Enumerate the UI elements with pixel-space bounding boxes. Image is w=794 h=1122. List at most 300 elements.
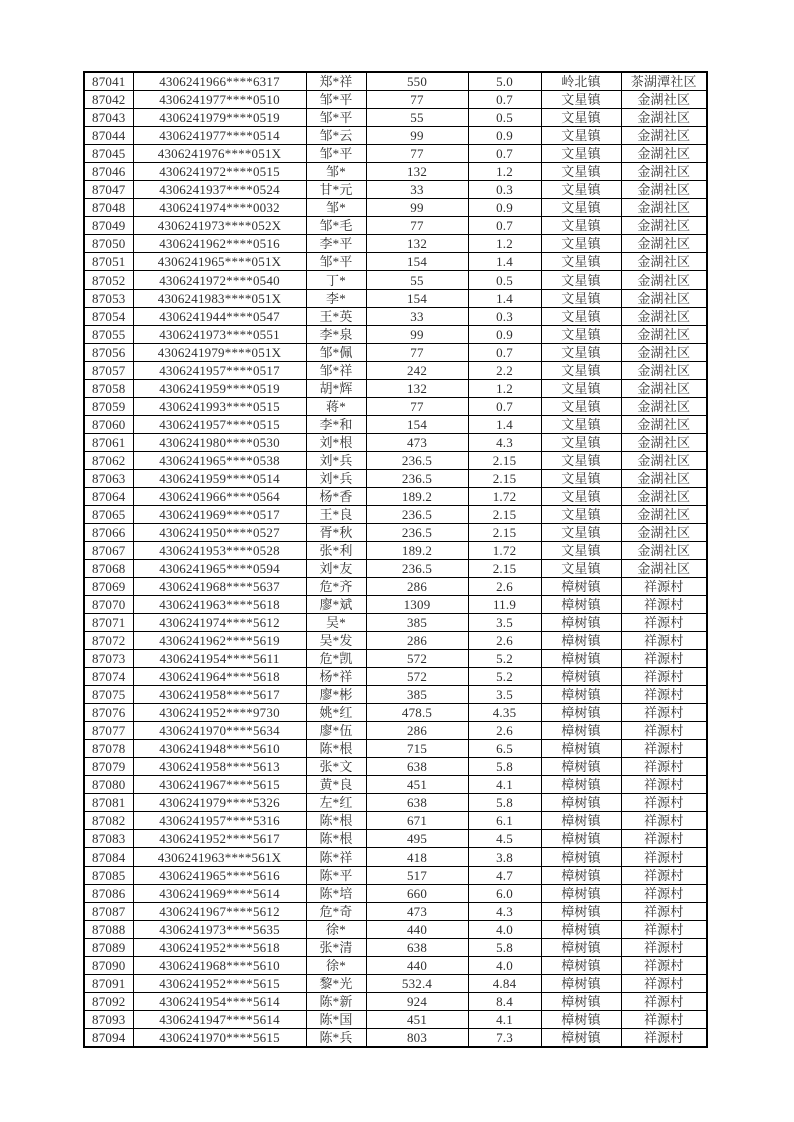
cell-masked-id-number: 4306241969****0517 — [133, 505, 306, 523]
cell-masked-name: 左*红 — [306, 794, 366, 812]
cell-area: 1.2 — [468, 235, 541, 253]
cell-masked-name: 陈*兵 — [306, 1028, 366, 1047]
cell-amount: 478.5 — [366, 704, 468, 722]
cell-village: 金湖社区 — [621, 127, 707, 145]
cell-amount: 385 — [366, 614, 468, 632]
table-row — [84, 668, 707, 686]
cell-village: 金湖社区 — [621, 487, 707, 505]
cell-town: 文星镇 — [541, 523, 621, 541]
cell-amount: 33 — [366, 307, 468, 325]
table-row — [84, 830, 707, 848]
cell-masked-id-number: 4306241970****5615 — [133, 1028, 306, 1047]
cell-area: 1.72 — [468, 487, 541, 505]
cell-masked-id-number: 4306241952****5617 — [133, 830, 306, 848]
cell-town: 樟树镇 — [541, 776, 621, 794]
table-row — [84, 199, 707, 217]
cell-village: 祥源村 — [621, 884, 707, 902]
cell-amount: 286 — [366, 722, 468, 740]
table-row — [84, 217, 707, 235]
cell-area: 0.3 — [468, 307, 541, 325]
table-row — [84, 794, 707, 812]
cell-masked-name: 邹*平 — [306, 145, 366, 163]
cell-serial-number: 87060 — [84, 415, 133, 433]
cell-masked-name: 廖*斌 — [306, 596, 366, 614]
cell-town: 文星镇 — [541, 505, 621, 523]
table-row — [84, 235, 707, 253]
table-row — [84, 145, 707, 163]
cell-serial-number: 87076 — [84, 704, 133, 722]
cell-masked-name: 刘*友 — [306, 559, 366, 577]
cell-amount: 99 — [366, 325, 468, 343]
cell-masked-name: 刘*根 — [306, 433, 366, 451]
cell-village: 金湖社区 — [621, 343, 707, 361]
cell-masked-id-number: 4306241958****5617 — [133, 686, 306, 704]
cell-serial-number: 87062 — [84, 451, 133, 469]
cell-village: 金湖社区 — [621, 451, 707, 469]
cell-town: 樟树镇 — [541, 596, 621, 614]
cell-town: 文星镇 — [541, 253, 621, 271]
cell-masked-name: 邹* — [306, 199, 366, 217]
cell-village: 祥源村 — [621, 1028, 707, 1047]
cell-town: 樟树镇 — [541, 1010, 621, 1028]
cell-amount: 286 — [366, 632, 468, 650]
cell-masked-name: 甘*元 — [306, 181, 366, 199]
cell-masked-id-number: 4306241969****5614 — [133, 884, 306, 902]
cell-serial-number: 87045 — [84, 145, 133, 163]
cell-town: 樟树镇 — [541, 614, 621, 632]
cell-masked-id-number: 4306241970****5634 — [133, 722, 306, 740]
cell-village: 金湖社区 — [621, 91, 707, 109]
cell-masked-id-number: 4306241957****0515 — [133, 415, 306, 433]
cell-masked-id-number: 4306241952****5615 — [133, 974, 306, 992]
cell-town: 文星镇 — [541, 487, 621, 505]
cell-serial-number: 87070 — [84, 596, 133, 614]
cell-village: 祥源村 — [621, 668, 707, 686]
cell-masked-id-number: 4306241972****0515 — [133, 163, 306, 181]
cell-serial-number: 87061 — [84, 433, 133, 451]
table-row — [84, 307, 707, 325]
cell-amount: 550 — [366, 72, 468, 91]
cell-town: 樟树镇 — [541, 956, 621, 974]
cell-masked-id-number: 4306241974****5612 — [133, 614, 306, 632]
table-row — [84, 523, 707, 541]
cell-area: 0.7 — [468, 397, 541, 415]
cell-masked-id-number: 4306241993****0515 — [133, 397, 306, 415]
table-row — [84, 740, 707, 758]
cell-area: 0.7 — [468, 91, 541, 109]
cell-masked-name: 黎*光 — [306, 974, 366, 992]
cell-village: 祥源村 — [621, 722, 707, 740]
cell-village: 金湖社区 — [621, 397, 707, 415]
cell-masked-name: 杨*祥 — [306, 668, 366, 686]
cell-serial-number: 87068 — [84, 559, 133, 577]
cell-masked-id-number: 4306241954****5614 — [133, 992, 306, 1010]
cell-serial-number: 87093 — [84, 1010, 133, 1028]
cell-village: 祥源村 — [621, 776, 707, 794]
cell-serial-number: 87042 — [84, 91, 133, 109]
cell-amount: 99 — [366, 199, 468, 217]
cell-masked-name: 杨*香 — [306, 487, 366, 505]
cell-masked-id-number: 4306241977****0510 — [133, 91, 306, 109]
table-row — [84, 343, 707, 361]
cell-town: 樟树镇 — [541, 686, 621, 704]
cell-serial-number: 87083 — [84, 830, 133, 848]
cell-serial-number: 87052 — [84, 271, 133, 289]
cell-village: 祥源村 — [621, 992, 707, 1010]
cell-masked-id-number: 4306241937****0524 — [133, 181, 306, 199]
cell-serial-number: 87055 — [84, 325, 133, 343]
cell-village: 金湖社区 — [621, 523, 707, 541]
cell-area: 2.15 — [468, 523, 541, 541]
cell-amount: 385 — [366, 686, 468, 704]
table-row — [84, 1010, 707, 1028]
cell-amount: 236.5 — [366, 523, 468, 541]
cell-town: 文星镇 — [541, 541, 621, 559]
cell-amount: 671 — [366, 812, 468, 830]
cell-masked-name: 陈*根 — [306, 812, 366, 830]
cell-masked-name: 张*清 — [306, 938, 366, 956]
cell-area: 3.5 — [468, 614, 541, 632]
cell-village: 祥源村 — [621, 650, 707, 668]
cell-town: 文星镇 — [541, 217, 621, 235]
cell-masked-name: 邹*云 — [306, 127, 366, 145]
cell-village: 金湖社区 — [621, 415, 707, 433]
cell-masked-name: 廖*伍 — [306, 722, 366, 740]
cell-town: 文星镇 — [541, 289, 621, 307]
cell-masked-name: 李*泉 — [306, 325, 366, 343]
cell-serial-number: 87067 — [84, 541, 133, 559]
cell-area: 2.6 — [468, 578, 541, 596]
cell-amount: 77 — [366, 343, 468, 361]
table-row — [84, 253, 707, 271]
cell-town: 樟树镇 — [541, 794, 621, 812]
cell-amount: 55 — [366, 109, 468, 127]
cell-area: 0.3 — [468, 181, 541, 199]
cell-village: 祥源村 — [621, 812, 707, 830]
cell-masked-id-number: 4306241964****5618 — [133, 668, 306, 686]
cell-serial-number: 87043 — [84, 109, 133, 127]
cell-serial-number: 87086 — [84, 884, 133, 902]
cell-serial-number: 87050 — [84, 235, 133, 253]
cell-amount: 495 — [366, 830, 468, 848]
table-row — [84, 379, 707, 397]
cell-area: 4.35 — [468, 704, 541, 722]
cell-amount: 638 — [366, 794, 468, 812]
cell-masked-name: 姚*红 — [306, 704, 366, 722]
cell-masked-id-number: 4306241974****0032 — [133, 199, 306, 217]
cell-masked-id-number: 4306241948****5610 — [133, 740, 306, 758]
cell-serial-number: 87058 — [84, 379, 133, 397]
cell-amount: 572 — [366, 668, 468, 686]
cell-serial-number: 87053 — [84, 289, 133, 307]
cell-area: 1.72 — [468, 541, 541, 559]
cell-area: 5.2 — [468, 668, 541, 686]
cell-area: 2.6 — [468, 632, 541, 650]
cell-masked-id-number: 4306241979****0519 — [133, 109, 306, 127]
table-row — [84, 902, 707, 920]
cell-town: 文星镇 — [541, 145, 621, 163]
cell-town: 文星镇 — [541, 307, 621, 325]
cell-village: 金湖社区 — [621, 271, 707, 289]
cell-serial-number: 87063 — [84, 469, 133, 487]
table-row — [84, 938, 707, 956]
cell-masked-id-number: 4306241973****5635 — [133, 920, 306, 938]
cell-town: 文星镇 — [541, 451, 621, 469]
cell-masked-id-number: 4306241963****561X — [133, 848, 306, 866]
cell-village: 祥源村 — [621, 794, 707, 812]
cell-serial-number: 87079 — [84, 758, 133, 776]
cell-town: 岭北镇 — [541, 72, 621, 91]
cell-serial-number: 87056 — [84, 343, 133, 361]
cell-serial-number: 87064 — [84, 487, 133, 505]
cell-masked-id-number: 4306241962****0516 — [133, 235, 306, 253]
cell-town: 文星镇 — [541, 361, 621, 379]
cell-masked-id-number: 4306241972****0540 — [133, 271, 306, 289]
cell-amount: 572 — [366, 650, 468, 668]
cell-area: 5.0 — [468, 72, 541, 91]
cell-amount: 99 — [366, 127, 468, 145]
cell-village: 金湖社区 — [621, 379, 707, 397]
cell-amount: 236.5 — [366, 505, 468, 523]
cell-masked-id-number: 4306241954****5611 — [133, 650, 306, 668]
cell-masked-name: 陈*平 — [306, 866, 366, 884]
cell-masked-name: 李*和 — [306, 415, 366, 433]
cell-masked-name: 张*文 — [306, 758, 366, 776]
cell-masked-name: 陈*培 — [306, 884, 366, 902]
cell-serial-number: 87041 — [84, 72, 133, 91]
cell-amount: 660 — [366, 884, 468, 902]
cell-masked-name: 胡*辉 — [306, 379, 366, 397]
cell-amount: 803 — [366, 1028, 468, 1047]
table-row — [84, 632, 707, 650]
cell-area: 2.2 — [468, 361, 541, 379]
cell-masked-id-number: 4306241965****0538 — [133, 451, 306, 469]
cell-village: 祥源村 — [621, 578, 707, 596]
cell-town: 樟树镇 — [541, 812, 621, 830]
cell-masked-id-number: 4306241959****0514 — [133, 469, 306, 487]
cell-serial-number: 87047 — [84, 181, 133, 199]
cell-town: 文星镇 — [541, 325, 621, 343]
cell-area: 0.5 — [468, 109, 541, 127]
cell-area: 1.4 — [468, 289, 541, 307]
table-row — [84, 271, 707, 289]
cell-masked-id-number: 4306241958****5613 — [133, 758, 306, 776]
cell-masked-id-number: 4306241976****051X — [133, 145, 306, 163]
cell-area: 5.2 — [468, 650, 541, 668]
cell-masked-id-number: 4306241950****0527 — [133, 523, 306, 541]
cell-masked-name: 吴*发 — [306, 632, 366, 650]
cell-town: 文星镇 — [541, 181, 621, 199]
cell-village: 金湖社区 — [621, 505, 707, 523]
cell-village: 祥源村 — [621, 830, 707, 848]
cell-serial-number: 87065 — [84, 505, 133, 523]
cell-town: 文星镇 — [541, 469, 621, 487]
cell-masked-id-number: 4306241957****0517 — [133, 361, 306, 379]
cell-village: 祥源村 — [621, 740, 707, 758]
cell-serial-number: 87051 — [84, 253, 133, 271]
cell-village: 金湖社区 — [621, 235, 707, 253]
cell-town: 樟树镇 — [541, 1028, 621, 1047]
cell-area: 2.15 — [468, 451, 541, 469]
cell-village: 金湖社区 — [621, 289, 707, 307]
cell-town: 文星镇 — [541, 91, 621, 109]
cell-village: 祥源村 — [621, 758, 707, 776]
cell-serial-number: 87085 — [84, 866, 133, 884]
cell-village: 金湖社区 — [621, 469, 707, 487]
cell-masked-id-number: 4306241967****5615 — [133, 776, 306, 794]
cell-masked-id-number: 4306241953****0528 — [133, 541, 306, 559]
cell-amount: 236.5 — [366, 469, 468, 487]
table-row — [84, 433, 707, 451]
cell-town: 樟树镇 — [541, 830, 621, 848]
cell-amount: 154 — [366, 253, 468, 271]
cell-amount: 77 — [366, 91, 468, 109]
cell-town: 樟树镇 — [541, 722, 621, 740]
cell-area: 7.3 — [468, 1028, 541, 1047]
cell-village: 茶湖潭社区 — [621, 72, 707, 91]
cell-village: 金湖社区 — [621, 181, 707, 199]
table-row — [84, 163, 707, 181]
table-row — [84, 109, 707, 127]
cell-serial-number: 87091 — [84, 974, 133, 992]
cell-area: 0.7 — [468, 145, 541, 163]
table-row — [84, 1028, 707, 1047]
cell-village: 祥源村 — [621, 1010, 707, 1028]
cell-amount: 473 — [366, 902, 468, 920]
cell-village: 金湖社区 — [621, 433, 707, 451]
cell-masked-name: 蒋* — [306, 397, 366, 415]
cell-masked-name: 李*平 — [306, 235, 366, 253]
table-row — [84, 91, 707, 109]
cell-amount: 517 — [366, 866, 468, 884]
cell-masked-name: 刘*兵 — [306, 451, 366, 469]
cell-area: 0.5 — [468, 271, 541, 289]
cell-serial-number: 87094 — [84, 1028, 133, 1047]
cell-village: 祥源村 — [621, 632, 707, 650]
cell-village: 金湖社区 — [621, 559, 707, 577]
cell-area: 0.9 — [468, 325, 541, 343]
table-row — [84, 361, 707, 379]
cell-masked-name: 徐* — [306, 956, 366, 974]
cell-area: 1.2 — [468, 163, 541, 181]
cell-serial-number: 87072 — [84, 632, 133, 650]
cell-masked-id-number: 4306241967****5612 — [133, 902, 306, 920]
cell-amount: 715 — [366, 740, 468, 758]
cell-amount: 154 — [366, 415, 468, 433]
cell-masked-id-number: 4306241952****9730 — [133, 704, 306, 722]
cell-village: 祥源村 — [621, 614, 707, 632]
table-row — [84, 650, 707, 668]
cell-amount: 1309 — [366, 596, 468, 614]
cell-masked-id-number: 4306241966****6317 — [133, 72, 306, 91]
table-row — [84, 451, 707, 469]
table-row — [84, 397, 707, 415]
cell-area: 2.15 — [468, 505, 541, 523]
cell-masked-name: 邹*毛 — [306, 217, 366, 235]
cell-amount: 132 — [366, 163, 468, 181]
cell-masked-name: 王*良 — [306, 505, 366, 523]
cell-masked-name: 陈*根 — [306, 740, 366, 758]
cell-town: 文星镇 — [541, 271, 621, 289]
cell-amount: 440 — [366, 956, 468, 974]
cell-masked-name: 邹* — [306, 163, 366, 181]
cell-town: 樟树镇 — [541, 578, 621, 596]
cell-serial-number: 87071 — [84, 614, 133, 632]
cell-area: 4.0 — [468, 956, 541, 974]
cell-serial-number: 87044 — [84, 127, 133, 145]
cell-town: 文星镇 — [541, 199, 621, 217]
cell-masked-name: 李* — [306, 289, 366, 307]
cell-village: 祥源村 — [621, 974, 707, 992]
cell-village: 祥源村 — [621, 956, 707, 974]
cell-serial-number: 87048 — [84, 199, 133, 217]
cell-masked-id-number: 4306241959****0519 — [133, 379, 306, 397]
cell-masked-name: 危*凯 — [306, 650, 366, 668]
cell-area: 4.1 — [468, 776, 541, 794]
cell-serial-number: 87075 — [84, 686, 133, 704]
cell-village: 金湖社区 — [621, 541, 707, 559]
cell-amount: 236.5 — [366, 451, 468, 469]
cell-amount: 924 — [366, 992, 468, 1010]
cell-town: 樟树镇 — [541, 974, 621, 992]
cell-amount: 55 — [366, 271, 468, 289]
table-row — [84, 469, 707, 487]
cell-area: 0.9 — [468, 127, 541, 145]
cell-masked-name: 廖*彬 — [306, 686, 366, 704]
cell-serial-number: 87077 — [84, 722, 133, 740]
cell-area: 6.5 — [468, 740, 541, 758]
table-row — [84, 578, 707, 596]
cell-serial-number: 87078 — [84, 740, 133, 758]
cell-masked-id-number: 4306241957****5316 — [133, 812, 306, 830]
cell-serial-number: 87087 — [84, 902, 133, 920]
cell-town: 樟树镇 — [541, 632, 621, 650]
cell-masked-name: 黄*良 — [306, 776, 366, 794]
cell-village: 金湖社区 — [621, 307, 707, 325]
cell-amount: 154 — [366, 289, 468, 307]
cell-serial-number: 87082 — [84, 812, 133, 830]
table-row — [84, 487, 707, 505]
cell-village: 祥源村 — [621, 938, 707, 956]
cell-amount: 638 — [366, 758, 468, 776]
cell-area: 4.3 — [468, 902, 541, 920]
table-row — [84, 866, 707, 884]
cell-masked-name: 邹*平 — [306, 253, 366, 271]
cell-town: 文星镇 — [541, 109, 621, 127]
table-row — [84, 974, 707, 992]
cell-masked-name: 张*利 — [306, 541, 366, 559]
cell-area: 3.8 — [468, 848, 541, 866]
cell-town: 文星镇 — [541, 235, 621, 253]
cell-area: 0.7 — [468, 217, 541, 235]
cell-village: 金湖社区 — [621, 199, 707, 217]
cell-town: 文星镇 — [541, 397, 621, 415]
cell-serial-number: 87046 — [84, 163, 133, 181]
cell-town: 文星镇 — [541, 127, 621, 145]
cell-amount: 638 — [366, 938, 468, 956]
cell-serial-number: 87049 — [84, 217, 133, 235]
cell-town: 文星镇 — [541, 379, 621, 397]
cell-village: 金湖社区 — [621, 217, 707, 235]
cell-serial-number: 87084 — [84, 848, 133, 866]
cell-town: 樟树镇 — [541, 848, 621, 866]
cell-serial-number: 87092 — [84, 992, 133, 1010]
cell-masked-id-number: 4306241968****5637 — [133, 578, 306, 596]
table-body — [84, 72, 707, 1047]
cell-town: 樟树镇 — [541, 740, 621, 758]
cell-masked-id-number: 4306241977****0514 — [133, 127, 306, 145]
table-row — [84, 289, 707, 307]
